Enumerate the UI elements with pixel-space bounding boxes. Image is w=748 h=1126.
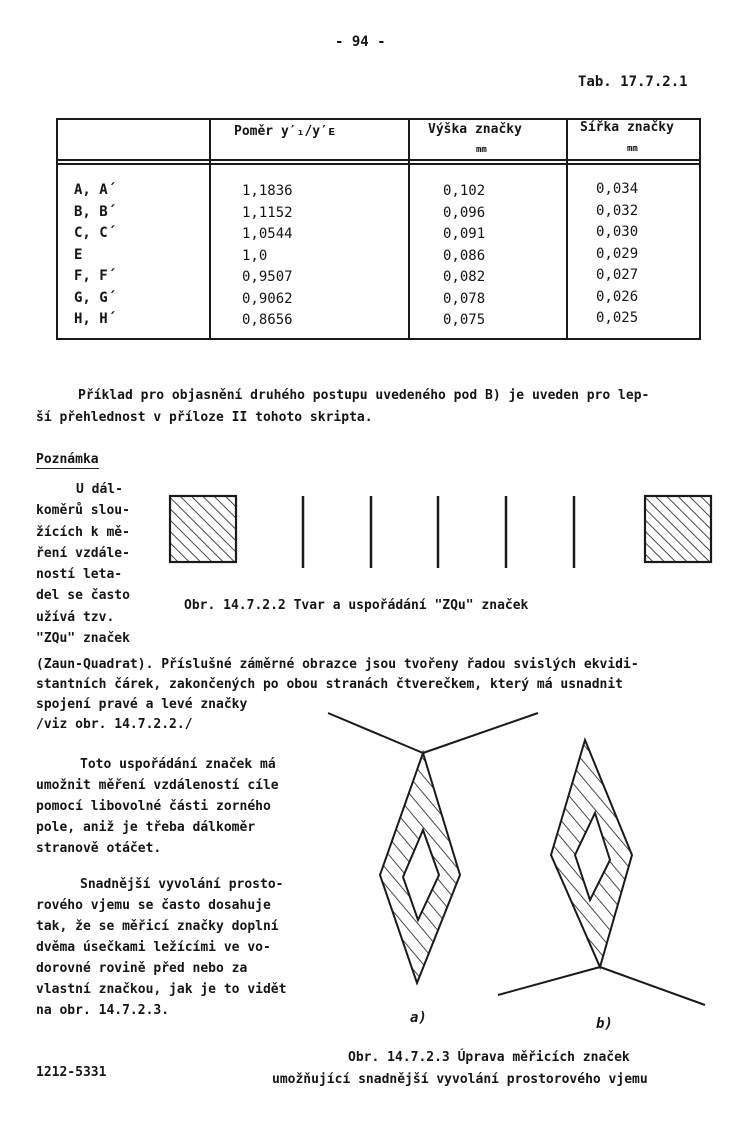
table-cell-height: 0,091 xyxy=(443,226,486,242)
table-cell-ratio: 1,0 xyxy=(242,247,268,264)
table-cell-ratio: 0,8656 xyxy=(242,312,293,328)
table-cell-height: 0,086 xyxy=(443,247,486,264)
paragraph-line: dvěma úsečkami ležícími ve vo- xyxy=(36,940,271,955)
table-cell-label: H, H´ xyxy=(74,311,117,327)
mark-b xyxy=(498,740,705,1005)
paragraph-line: rového vjemu se často dosahuje xyxy=(36,898,271,913)
note-heading: Poznámka xyxy=(36,452,99,467)
horizontal-line-right xyxy=(423,713,538,753)
intro-paragraph-line2: ší přehlednost v příloze II tohoto skripta. xyxy=(36,410,373,425)
table-cell-width: 0,029 xyxy=(596,245,639,262)
zqu-marks-figure xyxy=(160,488,720,578)
hatched-diamond xyxy=(551,740,632,967)
note-side-line: U dál- xyxy=(76,482,123,497)
note-side-line: ření vzdále- xyxy=(36,545,130,561)
paragraph-line: pomocí libovolné části zorného xyxy=(36,799,271,814)
note-line: stantních čárek, zakončených po obou stranách čtverečkem, který má usnadnit xyxy=(36,677,623,692)
hatched-square-left xyxy=(170,496,236,562)
paragraph-line: vlastní značkou, jak je to vidět xyxy=(36,982,287,997)
paragraph-line: tak, že se měřicí značky doplní xyxy=(36,919,279,934)
header-rule xyxy=(58,159,699,161)
hatched-square-right xyxy=(645,496,711,562)
data-table xyxy=(56,118,701,340)
table-cell-ratio: 1,1836 xyxy=(242,183,293,199)
table-cell-ratio: 1,1152 xyxy=(242,204,293,221)
paragraph-line: stranově otáčet. xyxy=(36,841,162,856)
note-side-line: koměrů slou- xyxy=(36,503,130,519)
table-cell-height: 0,096 xyxy=(443,204,486,221)
footer-code: 1212-5331 xyxy=(36,1065,107,1080)
horizontal-line-left xyxy=(498,967,600,995)
note-side-line: "ZQu" značek xyxy=(36,631,130,647)
row-labels-column xyxy=(74,180,116,331)
mark-a xyxy=(328,713,538,983)
note-line: spojení pravé a levé značky xyxy=(36,697,248,712)
table-cell-label: F, F´ xyxy=(74,268,117,284)
diamond-marks-figure xyxy=(320,705,720,1035)
paragraph-line: umožnit měření vzdáleností cíle xyxy=(36,778,279,793)
intro-paragraph-line1: Příklad pro objasnění druhého postupu uvedeného pod B) je uveden pro lep- xyxy=(78,388,650,403)
paragraph-line: na obr. 14.7.2.3. xyxy=(36,1003,170,1018)
note-side-line: ností leta- xyxy=(36,567,123,583)
horizontal-line-right xyxy=(600,967,705,1005)
table-cell-label: B, B´ xyxy=(74,203,117,220)
width-column xyxy=(596,179,638,330)
table-reference: Tab. 17.7.2.1 xyxy=(578,74,688,90)
note-side-text xyxy=(36,479,171,649)
note-side-line: žících k mě- xyxy=(36,524,130,540)
table-cell-width: 0,026 xyxy=(596,288,639,305)
note-line: (Zaun-Quadrat). Příslušné záměrné obrazce jsou tvořeny řadou svislých ekvidi- xyxy=(36,657,639,672)
column-divider xyxy=(408,120,410,338)
paragraph-line: Snadnější vyvolání prosto- xyxy=(80,877,284,892)
table-cell-width: 0,030 xyxy=(596,224,639,240)
table-cell-width: 0,034 xyxy=(596,181,639,197)
figure-caption-14-7-2-2: Obr. 14.7.2.2 Tvar a uspořádání "ZQu" značek xyxy=(184,598,529,613)
table-cell-height: 0,082 xyxy=(443,269,486,285)
paragraph-line: pole, aniž je třeba dálkoměr xyxy=(36,820,256,835)
page-number: - 94 - xyxy=(335,34,386,50)
figure-caption-14-7-2-3-line2: umožňující snadnější vyvolání prostorového vjemu xyxy=(272,1072,648,1087)
table-cell-label: G, G´ xyxy=(74,289,117,306)
table-cell-height: 0,075 xyxy=(443,312,486,328)
figure-label-b: b) xyxy=(596,1016,613,1032)
note-side-line: užívá tzv. xyxy=(36,609,115,625)
figure-caption-14-7-2-3-line1: Obr. 14.7.2.3 Úprava měřicích značek xyxy=(348,1050,630,1065)
ratio-column xyxy=(242,181,293,332)
header-height: Výška značky xyxy=(428,122,522,137)
table-cell-width: 0,025 xyxy=(596,310,639,326)
paragraph-2 xyxy=(36,754,279,859)
table-cell-label: A, A´ xyxy=(74,182,117,198)
column-divider xyxy=(566,120,568,338)
table-cell-label: C, C´ xyxy=(74,225,117,241)
note-line: /viz obr. 14.7.2.2./ xyxy=(36,717,193,732)
header-rule xyxy=(58,163,699,165)
table-cell-ratio: 1,0544 xyxy=(242,226,293,242)
paragraph-line: Toto uspořádání značek má xyxy=(80,757,276,772)
header-width-unit: mm xyxy=(627,144,638,154)
figure-label-a: a) xyxy=(410,1010,427,1026)
table-cell-width: 0,027 xyxy=(596,267,639,283)
table-cell-width: 0,032 xyxy=(596,202,639,219)
hatched-diamond xyxy=(380,753,460,983)
paragraph-line: dorovné rovině před nebo za xyxy=(36,961,248,976)
header-width: Šířka značky xyxy=(580,120,674,135)
table-cell-height: 0,078 xyxy=(443,290,486,307)
header-ratio: Poměr y′₁/y′ᴇ xyxy=(234,124,336,139)
table-cell-label: E xyxy=(74,246,83,263)
table-cell-ratio: 0,9062 xyxy=(242,290,293,307)
table-cell-height: 0,102 xyxy=(443,183,486,199)
horizontal-line-left xyxy=(328,713,423,753)
paragraph-3 xyxy=(36,874,286,1021)
note-side-line: del se často xyxy=(36,588,130,604)
table-cell-ratio: 0,9507 xyxy=(242,269,293,285)
height-column xyxy=(443,181,485,332)
column-divider xyxy=(209,120,211,338)
header-height-unit: mm xyxy=(476,145,487,155)
